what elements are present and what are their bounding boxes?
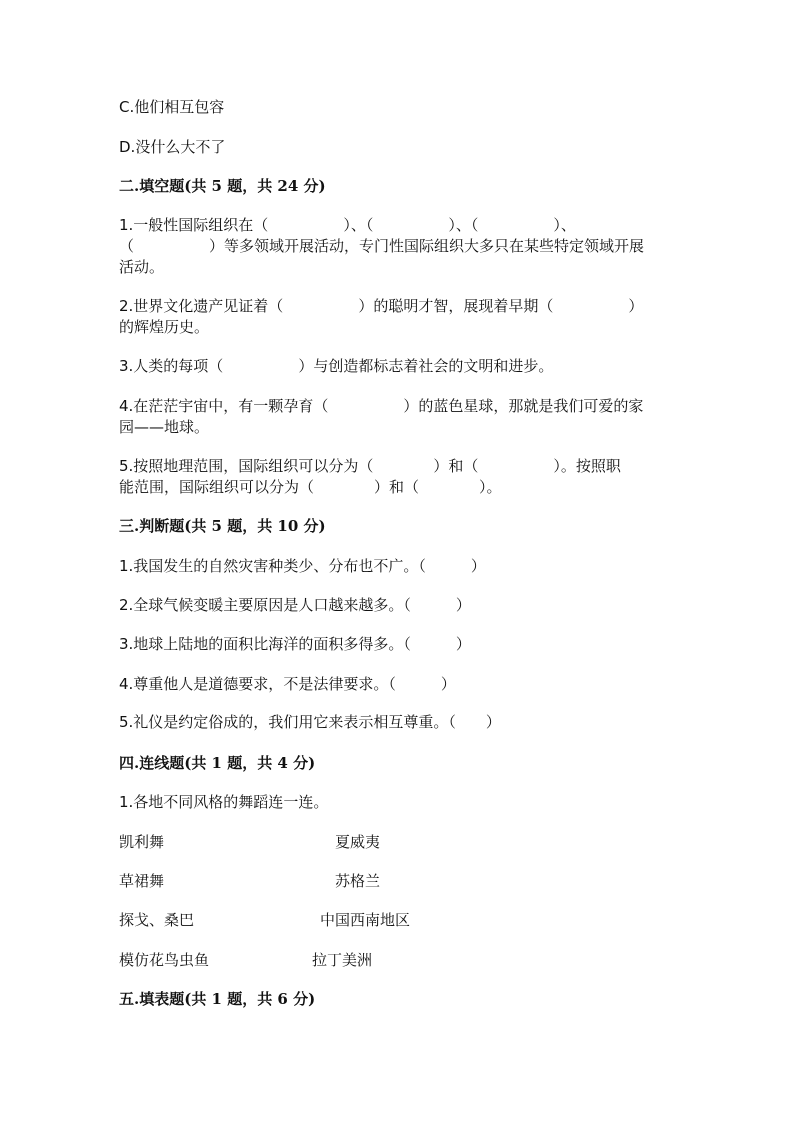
matching-right-item: 苏格兰 — [335, 872, 381, 890]
fill-blank-q3: 3.人类的每项（ ）与创造都标志着社会的文明和进步。 — [119, 357, 554, 375]
fill-blank-q5-line2: 能范围，国际组织可以分为（ ）和（ ）。 — [119, 478, 502, 496]
matching-left-item: 草裙舞 — [119, 872, 165, 890]
option-c: C.他们相互包容 — [119, 98, 225, 116]
option-d: D.没什么大不了 — [119, 138, 226, 156]
fill-blank-q1-line3: 活动。 — [119, 258, 165, 276]
judgment-q1: 1.我国发生的自然灾害种类少、分布也不广。（ ） — [119, 557, 486, 575]
matching-left-item: 探戈、桑巴 — [119, 911, 195, 929]
judgment-q4: 4.尊重他人是道德要求，不是法律要求。（ ） — [119, 675, 456, 693]
matching-left-item: 凯利舞 — [119, 833, 165, 851]
fill-blank-q4-line2: 园——地球。 — [119, 418, 210, 436]
fill-blank-q2-line2: 的辉煌历史。 — [119, 318, 210, 336]
fill-blank-q2-line1: 2.世界文化遗产见证着（ ）的聪明才智，展现着早期（ ） — [119, 297, 644, 315]
matching-q1: 1.各地不同风格的舞蹈连一连。 — [119, 793, 329, 811]
matching-right-item: 中国西南地区 — [320, 911, 411, 929]
judgment-q5: 5.礼仪是约定俗成的，我们用它来表示相互尊重。（ ） — [119, 713, 501, 731]
fill-blank-q5-line1: 5.按照地理范围，国际组织可以分为（ ）和（ ）。按照职 — [119, 457, 621, 475]
section-heading-fill-blank: 二.填空题(共 5 题，共 24 分) — [119, 177, 326, 195]
matching-right-item: 拉丁美洲 — [312, 951, 373, 969]
section-heading-table: 五.填表题(共 1 题，共 6 分) — [119, 990, 316, 1008]
fill-blank-q4-line1: 4.在茫茫宇宙中，有一颗孕育（ ）的蓝色星球，那就是我们可爱的家 — [119, 397, 644, 415]
judgment-q2: 2.全球气候变暖主要原因是人口越来越多。（ ） — [119, 596, 471, 614]
fill-blank-q1-line2: （ ）等多领域开展活动，专门性国际组织大多只在某些特定领域开展 — [119, 237, 645, 255]
section-heading-judgment: 三.判断题(共 5 题，共 10 分) — [119, 517, 326, 535]
matching-left-item: 模仿花鸟虫鱼 — [119, 951, 210, 969]
judgment-q3: 3.地球上陆地的面积比海洋的面积多得多。（ ） — [119, 635, 471, 653]
fill-blank-q1-line1: 1.一般性国际组织在（ ）、（ ）、（ ）、 — [119, 216, 576, 234]
section-heading-matching: 四.连线题(共 1 题，共 4 分) — [119, 754, 316, 772]
matching-right-item: 夏威夷 — [335, 833, 381, 851]
